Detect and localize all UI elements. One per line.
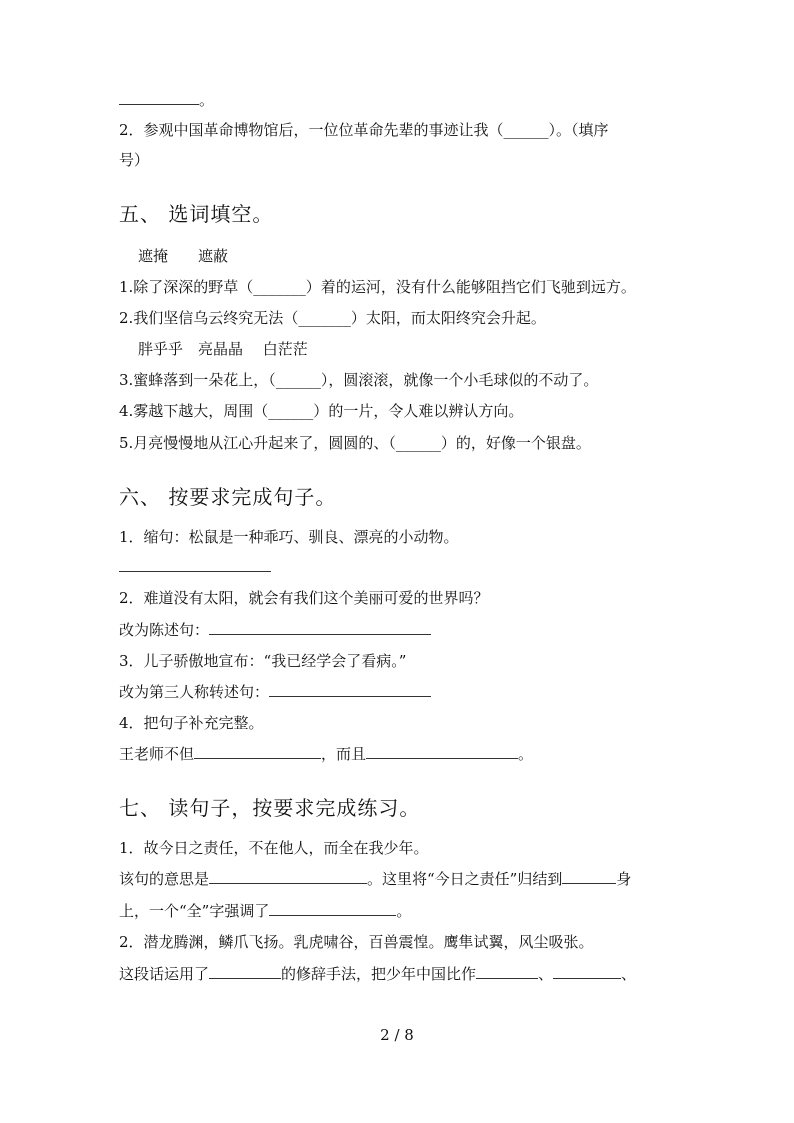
answer-blank[interactable] (209, 620, 431, 635)
answer-line: 该句的意思是 。这里将“今日之责任”归结到 身 (119, 870, 632, 888)
answer-blank[interactable] (269, 901, 396, 916)
question-text: 1．缩句：松鼠是一种乖巧、驯良、漂亮的小动物。 (119, 528, 459, 546)
answer-line: 这段话运用了 的修辞手法，把少年中国比作 、 、 (119, 965, 637, 983)
section-heading-5: 五、 选词填空。 (119, 202, 274, 226)
section-heading-7: 七、 读句子，按要求完成练习。 (119, 796, 421, 820)
answer-blank[interactable] (476, 964, 538, 979)
question-text: 2．参观中国革命博物馆后，一位位革命先辈的事迹让我（______）。（填序 (119, 121, 609, 139)
answer-line (119, 557, 271, 577)
answer-blank[interactable] (209, 869, 367, 884)
word-choices: 胖乎乎 亮晶晶 白茫茫 (138, 340, 308, 358)
question-text: 4．把句子补充完整。 (119, 714, 264, 732)
answer-line: 改为第三人称转述句： (119, 682, 431, 702)
question-text: 3．儿子骄傲地宣布：“我已经学会了看病。” (119, 652, 407, 670)
answer-blank[interactable] (562, 869, 616, 884)
answer-blank[interactable] (119, 90, 199, 105)
answer-blank[interactable] (119, 557, 271, 572)
page-number: 2 / 8 (380, 1026, 414, 1044)
question-text: 1.除了深深的野草（_______）着的运河，没有什么能够阻挡它们飞驰到远方。 (119, 278, 636, 296)
question-text: 3.蜜蜂落到一朵花上，（______），圆滚滚，就像一个小毛球似的不动了。 (119, 371, 599, 389)
answer-line-continuation: 。 (119, 90, 214, 110)
question-text: 1．故今日之责任，不在他人，而全在我少年。 (119, 839, 429, 857)
answer-line: 上，一个“全”字强调了 。 (119, 902, 412, 920)
question-text: 2．难道没有太阳，就会有我们这个美丽可爱的世界吗？ (119, 589, 489, 607)
answer-line: 王老师不但 ，而且 。 (119, 745, 534, 763)
question-text: 2．潜龙腾渊，鳞爪飞扬。乳虎啸谷，百兽震惶。鹰隼试翼，风尘吸张。 (119, 933, 594, 951)
question-text: 5.月亮慢慢地从江心升起来了，圆圆的、（______）的，好像一个银盘。 (119, 434, 591, 452)
answer-blank[interactable] (366, 744, 518, 759)
answer-blank[interactable] (269, 682, 431, 697)
answer-line: 改为陈述句： (119, 620, 431, 640)
question-text: 4.雾越下越大，周围（______）的一片，令人难以辨认方向。 (119, 402, 524, 420)
answer-blank[interactable] (209, 964, 281, 979)
answer-blank[interactable] (553, 964, 621, 979)
word-choices: 遮掩 遮蔽 (138, 247, 229, 265)
section-heading-6: 六、 按要求完成句子。 (119, 485, 337, 509)
question-text: 2.我们坚信乌云终究无法（_______）太阳，而太阳终究会升起。 (119, 309, 546, 327)
answer-blank[interactable] (194, 744, 321, 759)
question-text: 号） (119, 151, 150, 169)
